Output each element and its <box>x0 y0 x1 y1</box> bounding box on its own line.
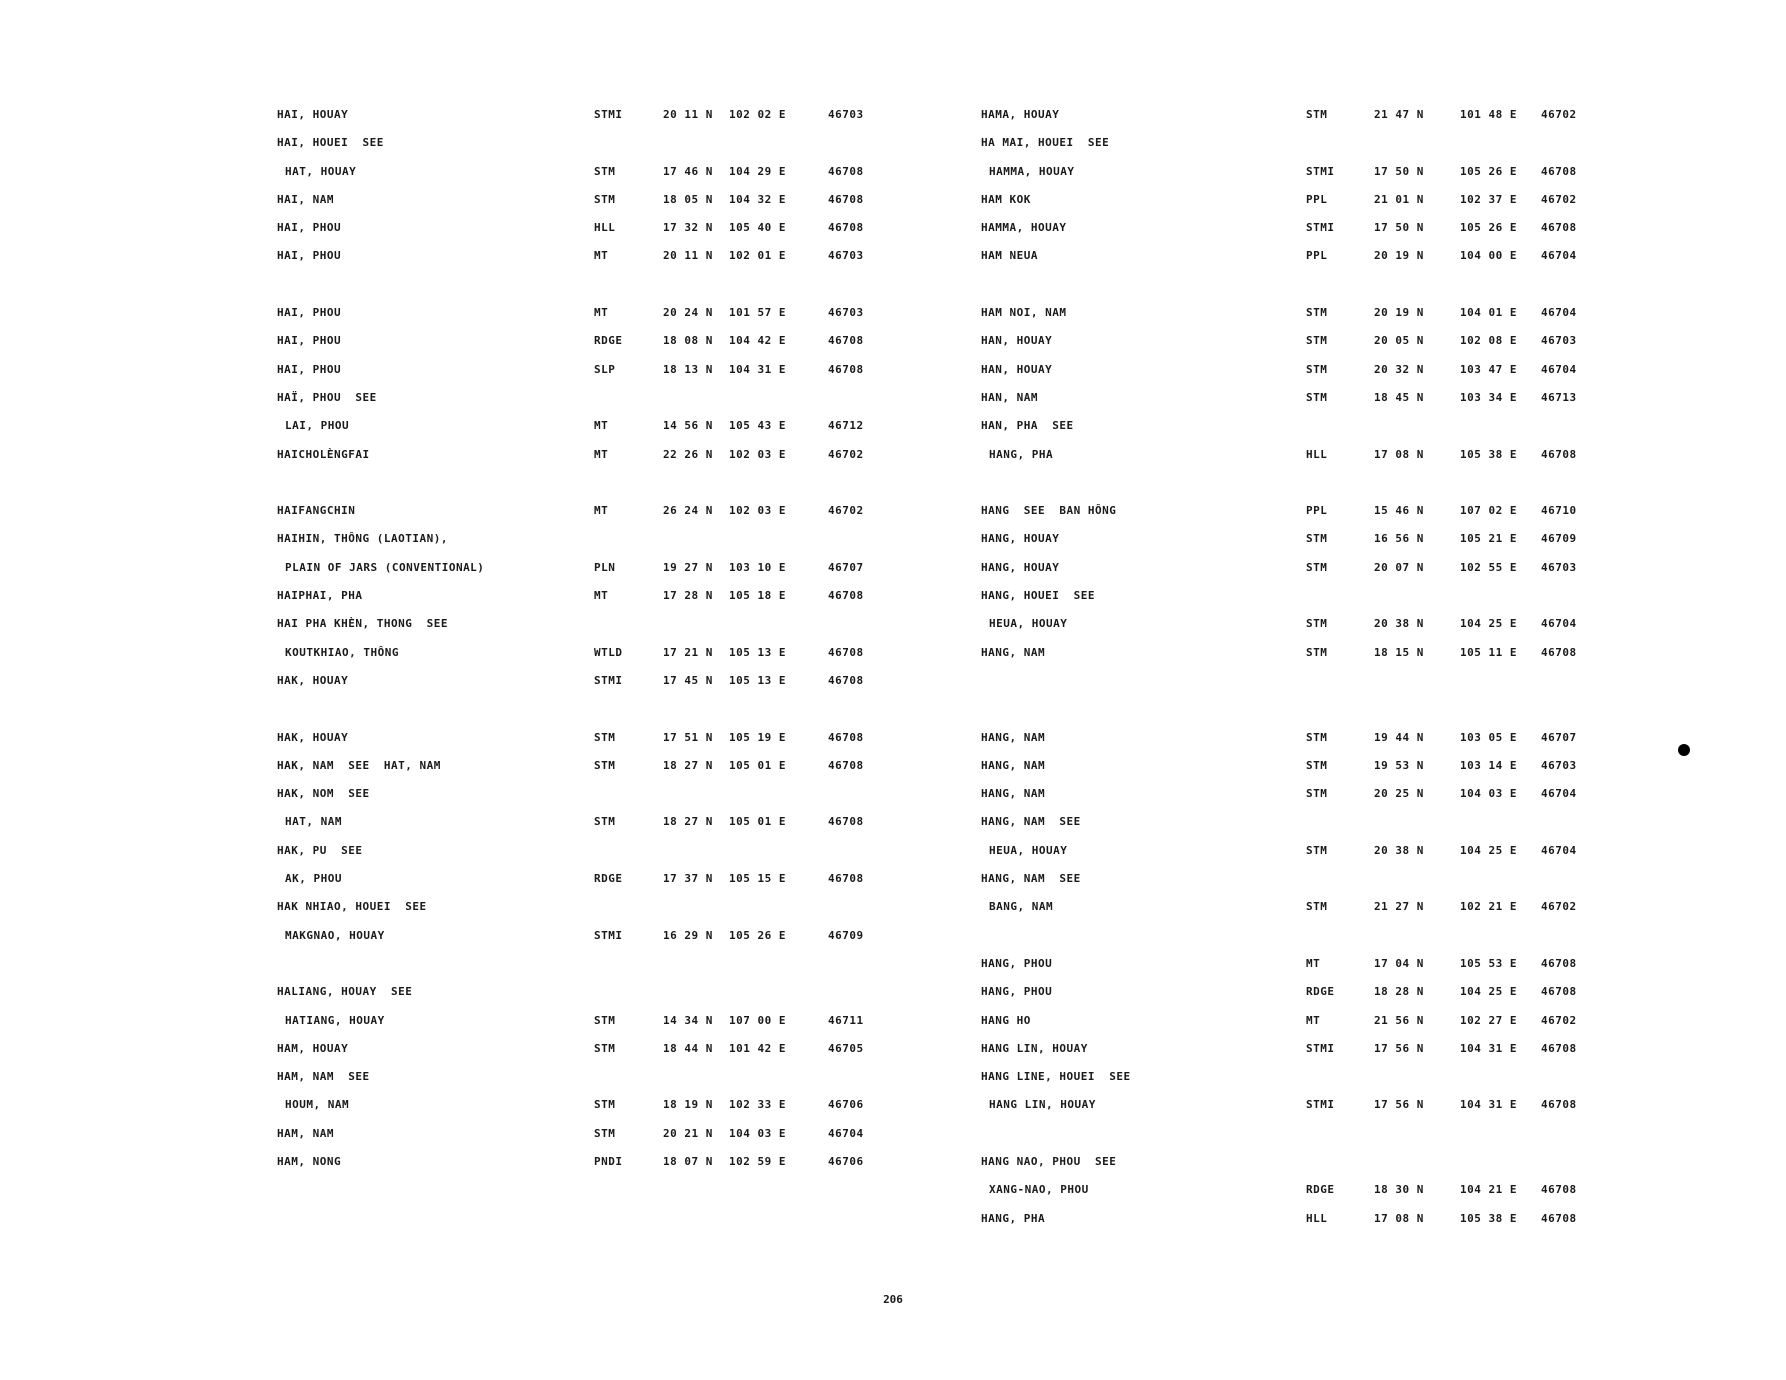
map-sheet-number: 46708 <box>828 192 864 206</box>
feature-code: WTLD <box>594 645 623 659</box>
longitude: 102 37 E <box>1460 192 1517 206</box>
feature-code: HLL <box>1306 447 1328 461</box>
place-name: HANG, NAM <box>981 758 1046 772</box>
map-sheet-number: 46708 <box>1541 447 1577 461</box>
map-sheet-number: 46704 <box>1541 249 1577 263</box>
place-name: HANG, NAM SEE <box>981 872 1081 886</box>
place-name: HAN, PHA SEE <box>981 419 1074 433</box>
latitude: 20 19 N <box>1374 306 1424 320</box>
latitude: 20 21 N <box>663 1126 713 1140</box>
feature-code: RDGE <box>1306 1183 1335 1197</box>
map-sheet-number: 46702 <box>1541 900 1577 914</box>
latitude: 18 19 N <box>663 1098 713 1112</box>
place-name: HAK, PU SEE <box>277 843 363 857</box>
longitude: 104 42 E <box>729 334 786 348</box>
latitude: 19 27 N <box>663 560 713 574</box>
latitude: 19 44 N <box>1374 730 1424 744</box>
latitude: 17 04 N <box>1374 956 1424 970</box>
place-name: HANG, PHA <box>981 1211 1046 1225</box>
map-sheet-number: 46706 <box>828 1154 864 1168</box>
longitude: 105 21 E <box>1460 532 1517 546</box>
place-name: HALIANG, HOUAY SEE <box>277 985 413 999</box>
place-name: HAK, HOUAY <box>277 730 349 744</box>
feature-code: PNDI <box>594 1154 623 1168</box>
place-name: HAK, HOUAY <box>277 673 349 687</box>
latitude: 20 24 N <box>663 306 713 320</box>
feature-code: MT <box>594 306 609 320</box>
place-name: HANG, PHOU <box>981 985 1053 999</box>
place-name: HAI, NAM <box>277 192 334 206</box>
latitude: 17 32 N <box>663 221 713 235</box>
latitude: 20 38 N <box>1374 843 1424 857</box>
map-sheet-number: 46703 <box>1541 758 1577 772</box>
latitude: 17 51 N <box>663 730 713 744</box>
map-sheet-number: 46709 <box>1541 532 1577 546</box>
place-name: HAMMA, HOUAY <box>989 164 1075 178</box>
feature-code: PPL <box>1306 249 1328 263</box>
map-sheet-number: 46708 <box>828 758 864 772</box>
feature-code: MT <box>594 589 609 603</box>
map-sheet-number: 46708 <box>828 673 864 687</box>
latitude: 14 56 N <box>663 419 713 433</box>
feature-code: STM <box>1306 390 1328 404</box>
feature-code: RDGE <box>594 872 623 886</box>
map-sheet-number: 46708 <box>828 645 864 659</box>
feature-code: STM <box>1306 900 1328 914</box>
longitude: 101 48 E <box>1460 108 1517 121</box>
map-sheet-number: 46708 <box>828 730 864 744</box>
longitude: 104 31 E <box>1460 1098 1517 1112</box>
map-sheet-number: 46708 <box>828 221 864 235</box>
longitude: 103 34 E <box>1460 390 1517 404</box>
feature-code: STMI <box>594 108 623 121</box>
longitude: 101 57 E <box>729 306 786 320</box>
longitude: 104 25 E <box>1460 617 1517 631</box>
feature-code: PPL <box>1306 192 1328 206</box>
place-name: XANG-NAO, PHOU <box>989 1183 1089 1197</box>
latitude: 20 05 N <box>1374 334 1424 348</box>
place-name: HANG SEE BAN HÔNG <box>981 504 1117 518</box>
feature-code: STM <box>1306 617 1328 631</box>
latitude: 17 56 N <box>1374 1041 1424 1055</box>
longitude: 102 55 E <box>1460 560 1517 574</box>
feature-code: STM <box>594 758 616 772</box>
longitude: 105 43 E <box>729 419 786 433</box>
feature-code: STMI <box>1306 1098 1335 1112</box>
map-sheet-number: 46708 <box>1541 221 1577 235</box>
longitude: 105 26 E <box>729 928 786 942</box>
latitude: 26 24 N <box>663 504 713 518</box>
punch-hole-mark <box>1678 744 1690 756</box>
latitude: 17 37 N <box>663 872 713 886</box>
feature-code: STM <box>1306 645 1328 659</box>
map-sheet-number: 46708 <box>1541 1098 1577 1112</box>
place-name: HAM, NAM <box>277 1126 334 1140</box>
feature-code: STM <box>594 730 616 744</box>
place-name: AK, PHOU <box>285 872 342 886</box>
place-name: BANG, NAM <box>989 900 1054 914</box>
map-sheet-number: 46708 <box>1541 645 1577 659</box>
latitude: 17 28 N <box>663 589 713 603</box>
feature-code: SLP <box>594 362 616 376</box>
longitude: 103 10 E <box>729 560 786 574</box>
map-sheet-number: 46704 <box>1541 787 1577 801</box>
map-sheet-number: 46704 <box>1541 306 1577 320</box>
map-sheet-number: 46704 <box>828 1126 864 1140</box>
map-sheet-number: 46708 <box>828 589 864 603</box>
latitude: 18 30 N <box>1374 1183 1424 1197</box>
longitude: 105 53 E <box>1460 956 1517 970</box>
latitude: 17 46 N <box>663 164 713 178</box>
feature-code: STM <box>1306 306 1328 320</box>
latitude: 17 50 N <box>1374 221 1424 235</box>
place-name: LAI, PHOU <box>285 419 350 433</box>
map-sheet-number: 46708 <box>1541 1183 1577 1197</box>
map-sheet-number: 46711 <box>828 1013 864 1027</box>
map-sheet-number: 46710 <box>1541 504 1577 518</box>
map-sheet-number: 46703 <box>828 249 864 263</box>
longitude: 101 42 E <box>729 1041 786 1055</box>
place-name: HAM, HOUAY <box>277 1041 349 1055</box>
longitude: 102 08 E <box>1460 334 1517 348</box>
latitude: 17 56 N <box>1374 1098 1424 1112</box>
longitude: 103 14 E <box>1460 758 1517 772</box>
place-name: HAI, PHOU <box>277 221 342 235</box>
feature-code: STM <box>594 1041 616 1055</box>
place-name: HAN, NAM <box>981 390 1038 404</box>
latitude: 18 08 N <box>663 334 713 348</box>
feature-code: RDGE <box>594 334 623 348</box>
place-name: KOUTKHIAO, THÔNG <box>285 645 399 659</box>
latitude: 18 27 N <box>663 758 713 772</box>
place-name: HANG, PHA <box>989 447 1054 461</box>
place-name: HAMMA, HOUAY <box>981 221 1067 235</box>
place-name: HAICHOLÈNGFAI <box>277 447 370 461</box>
longitude: 104 25 E <box>1460 843 1517 857</box>
map-sheet-number: 46708 <box>1541 985 1577 999</box>
latitude: 17 21 N <box>663 645 713 659</box>
map-sheet-number: 46706 <box>828 1098 864 1112</box>
longitude: 104 00 E <box>1460 249 1517 263</box>
place-name: HAN, HOUAY <box>981 334 1053 348</box>
map-sheet-number: 46713 <box>1541 390 1577 404</box>
feature-code: STM <box>1306 532 1328 546</box>
place-name: HAI, PHOU <box>277 306 342 320</box>
place-name: HAIPHAI, PHA <box>277 589 363 603</box>
place-name: HANG, HOUAY <box>981 560 1060 574</box>
longitude: 102 27 E <box>1460 1013 1517 1027</box>
map-sheet-number: 46709 <box>828 928 864 942</box>
latitude: 16 29 N <box>663 928 713 942</box>
place-name: HAI, PHOU <box>277 334 342 348</box>
map-sheet-number: 46705 <box>828 1041 864 1055</box>
latitude: 21 56 N <box>1374 1013 1424 1027</box>
feature-code: MT <box>1306 1013 1321 1027</box>
longitude: 102 01 E <box>729 249 786 263</box>
latitude: 17 08 N <box>1374 1211 1424 1225</box>
longitude: 105 13 E <box>729 645 786 659</box>
longitude: 102 03 E <box>729 504 786 518</box>
map-sheet-number: 46708 <box>828 872 864 886</box>
latitude: 18 07 N <box>663 1154 713 1168</box>
longitude: 103 47 E <box>1460 362 1517 376</box>
latitude: 18 27 N <box>663 815 713 829</box>
feature-code: STM <box>594 815 616 829</box>
longitude: 104 21 E <box>1460 1183 1517 1197</box>
longitude: 107 02 E <box>1460 504 1517 518</box>
longitude: 105 01 E <box>729 758 786 772</box>
place-name: PLAIN OF JARS (CONVENTIONAL) <box>285 560 485 574</box>
map-sheet-number: 46703 <box>1541 560 1577 574</box>
latitude: 18 45 N <box>1374 390 1424 404</box>
longitude: 105 38 E <box>1460 1211 1517 1225</box>
longitude: 105 26 E <box>1460 221 1517 235</box>
longitude: 105 19 E <box>729 730 786 744</box>
place-name: HANG, NAM <box>981 730 1046 744</box>
place-name: HAK NHIAO, HOUEI SEE <box>277 900 427 914</box>
feature-code: STM <box>1306 560 1328 574</box>
latitude: 20 25 N <box>1374 787 1424 801</box>
map-sheet-number: 46703 <box>1541 334 1577 348</box>
feature-code: HLL <box>594 221 616 235</box>
longitude: 102 33 E <box>729 1098 786 1112</box>
place-name: HANG LINE, HOUEI SEE <box>981 1070 1131 1084</box>
feature-code: RDGE <box>1306 985 1335 999</box>
place-name: HEUA, HOUAY <box>989 843 1068 857</box>
longitude: 105 11 E <box>1460 645 1517 659</box>
feature-code: STM <box>1306 362 1328 376</box>
map-sheet-number: 46712 <box>828 419 864 433</box>
place-name: HANG LIN, HOUAY <box>989 1098 1096 1112</box>
feature-code: MT <box>594 447 609 461</box>
feature-code: STM <box>1306 787 1328 801</box>
feature-code: MT <box>1306 956 1321 970</box>
place-name: HAM, NONG <box>277 1154 342 1168</box>
place-name: HAIHIN, THÔNG (LAOTIAN), <box>277 532 448 546</box>
feature-code: STMI <box>1306 221 1335 235</box>
latitude: 14 34 N <box>663 1013 713 1027</box>
place-name: HANG NAO, PHOU SEE <box>981 1154 1117 1168</box>
place-name: HAM NEUA <box>981 249 1038 263</box>
place-name: HAI, HOUAY <box>277 108 349 121</box>
feature-code: STM <box>1306 334 1328 348</box>
map-sheet-number: 46702 <box>1541 192 1577 206</box>
feature-code: STM <box>1306 843 1328 857</box>
place-name: HANG, HOUAY <box>981 532 1060 546</box>
longitude: 102 03 E <box>729 447 786 461</box>
place-name: HAK, NAM SEE HAT, NAM <box>277 758 441 772</box>
feature-code: STM <box>1306 108 1328 121</box>
longitude: 104 01 E <box>1460 306 1517 320</box>
feature-code: STMI <box>594 928 623 942</box>
map-sheet-number: 46703 <box>828 108 864 121</box>
place-name: HOUM, NAM <box>285 1098 350 1112</box>
place-name: HAM KOK <box>981 192 1031 206</box>
latitude: 18 44 N <box>663 1041 713 1055</box>
place-name: MAKGNAO, HOUAY <box>285 928 385 942</box>
place-name: HANG, NAM SEE <box>981 815 1081 829</box>
latitude: 20 07 N <box>1374 560 1424 574</box>
latitude: 17 08 N <box>1374 447 1424 461</box>
feature-code: HLL <box>1306 1211 1328 1225</box>
feature-code: STM <box>594 1013 616 1027</box>
longitude: 105 15 E <box>729 872 786 886</box>
place-name: HAT, NAM <box>285 815 342 829</box>
longitude: 104 25 E <box>1460 985 1517 999</box>
map-sheet-number: 46707 <box>828 560 864 574</box>
longitude: 105 13 E <box>729 673 786 687</box>
latitude: 17 50 N <box>1374 164 1424 178</box>
map-sheet-number: 46702 <box>828 447 864 461</box>
longitude: 105 26 E <box>1460 164 1517 178</box>
longitude: 104 03 E <box>1460 787 1517 801</box>
longitude: 104 31 E <box>729 362 786 376</box>
map-sheet-number: 46702 <box>828 504 864 518</box>
feature-code: STMI <box>1306 1041 1335 1055</box>
feature-code: STM <box>594 1126 616 1140</box>
longitude: 105 18 E <box>729 589 786 603</box>
latitude: 15 46 N <box>1374 504 1424 518</box>
latitude: 20 38 N <box>1374 617 1424 631</box>
feature-code: STMI <box>594 673 623 687</box>
latitude: 18 13 N <box>663 362 713 376</box>
map-sheet-number: 46702 <box>1541 108 1577 121</box>
longitude: 104 29 E <box>729 164 786 178</box>
place-name: HAT, HOUAY <box>285 164 357 178</box>
map-sheet-number: 46708 <box>1541 1041 1577 1055</box>
place-name: HAM NOI, NAM <box>981 306 1067 320</box>
page-number: 206 <box>883 1293 903 1306</box>
latitude: 17 45 N <box>663 673 713 687</box>
latitude: 20 11 N <box>663 249 713 263</box>
place-name: HANG, HOUEI SEE <box>981 589 1095 603</box>
longitude: 102 02 E <box>729 108 786 121</box>
place-name: HAMA, HOUAY <box>981 108 1060 121</box>
feature-code: PLN <box>594 560 616 574</box>
latitude: 21 27 N <box>1374 900 1424 914</box>
feature-code: STM <box>594 164 616 178</box>
feature-code: STMI <box>1306 164 1335 178</box>
place-name: HAN, HOUAY <box>981 362 1053 376</box>
map-sheet-number: 46708 <box>1541 956 1577 970</box>
latitude: 16 56 N <box>1374 532 1424 546</box>
longitude: 105 01 E <box>729 815 786 829</box>
longitude: 103 05 E <box>1460 730 1517 744</box>
place-name: HAIFANGCHIN <box>277 504 356 518</box>
latitude: 18 05 N <box>663 192 713 206</box>
map-sheet-number: 46707 <box>1541 730 1577 744</box>
map-sheet-number: 46704 <box>1541 362 1577 376</box>
place-name: HANG HO <box>981 1013 1031 1027</box>
map-sheet-number: 46708 <box>828 164 864 178</box>
feature-code: MT <box>594 419 609 433</box>
latitude: 18 28 N <box>1374 985 1424 999</box>
latitude: 20 19 N <box>1374 249 1424 263</box>
map-sheet-number: 46708 <box>828 362 864 376</box>
latitude: 19 53 N <box>1374 758 1424 772</box>
place-name: HEUA, HOUAY <box>989 617 1068 631</box>
map-sheet-number: 46708 <box>1541 164 1577 178</box>
longitude: 105 40 E <box>729 221 786 235</box>
map-sheet-number: 46704 <box>1541 617 1577 631</box>
place-name: HANG LIN, HOUAY <box>981 1041 1088 1055</box>
feature-code: STM <box>1306 730 1328 744</box>
feature-code: PPL <box>1306 504 1328 518</box>
place-name: HAI, PHOU <box>277 362 342 376</box>
feature-code: STM <box>594 192 616 206</box>
place-name: HAI, HOUEI SEE <box>277 136 384 150</box>
map-sheet-number: 46704 <box>1541 843 1577 857</box>
feature-code: STM <box>1306 758 1328 772</box>
longitude: 102 59 E <box>729 1154 786 1168</box>
place-name: HAI, PHOU <box>277 249 342 263</box>
longitude: 104 31 E <box>1460 1041 1517 1055</box>
place-name: HATIANG, HOUAY <box>285 1013 385 1027</box>
latitude: 21 01 N <box>1374 192 1424 206</box>
place-name: HANG, NAM <box>981 787 1046 801</box>
place-name: HA MAI, HOUEI SEE <box>981 136 1110 150</box>
map-sheet-number: 46708 <box>828 334 864 348</box>
feature-code: MT <box>594 249 609 263</box>
longitude: 104 03 E <box>729 1126 786 1140</box>
longitude: 102 21 E <box>1460 900 1517 914</box>
latitude: 22 26 N <box>663 447 713 461</box>
place-name: HAI PHA KHÈN, THONG SEE <box>277 617 448 631</box>
feature-code: STM <box>594 1098 616 1112</box>
latitude: 20 11 N <box>663 108 713 121</box>
place-name: HANG, PHOU <box>981 956 1053 970</box>
latitude: 21 47 N <box>1374 108 1424 121</box>
map-sheet-number: 46708 <box>1541 1211 1577 1225</box>
place-name: HAK, NOM SEE <box>277 787 370 801</box>
map-sheet-number: 46708 <box>828 815 864 829</box>
longitude: 105 38 E <box>1460 447 1517 461</box>
longitude: 107 00 E <box>729 1013 786 1027</box>
place-name: HAM, NAM SEE <box>277 1070 370 1084</box>
map-sheet-number: 46702 <box>1541 1013 1577 1027</box>
place-name: HAÏ, PHOU SEE <box>277 390 377 404</box>
place-name: HANG, NAM <box>981 645 1046 659</box>
latitude: 18 15 N <box>1374 645 1424 659</box>
latitude: 20 32 N <box>1374 362 1424 376</box>
map-sheet-number: 46703 <box>828 306 864 320</box>
feature-code: MT <box>594 504 609 518</box>
longitude: 104 32 E <box>729 192 786 206</box>
